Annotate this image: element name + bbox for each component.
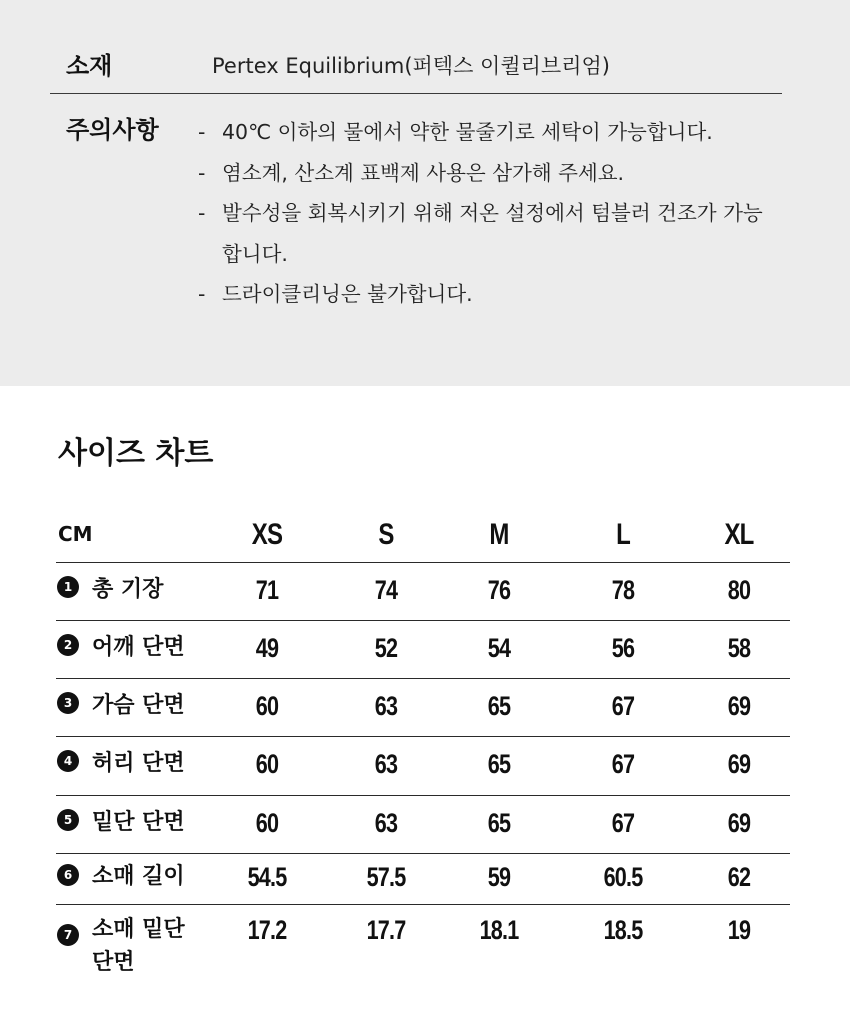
measurement-label: 소매 밑단 단면 bbox=[92, 917, 185, 975]
table-cell: 60.5 bbox=[603, 862, 643, 892]
row-number-badge: 1 bbox=[57, 576, 79, 598]
table-cell: 60 bbox=[255, 749, 279, 779]
care-label: 주의사항 bbox=[66, 116, 159, 144]
product-info-panel bbox=[0, 0, 850, 386]
size-col-s: S bbox=[378, 518, 394, 551]
measurement-label: 허리 단면 bbox=[92, 751, 185, 776]
table-row bbox=[56, 563, 790, 621]
row-number-badge: 3 bbox=[57, 692, 79, 714]
table-cell: 62 bbox=[727, 862, 751, 892]
size-chart-title: 사이즈 차트 bbox=[58, 436, 214, 471]
table-cell: 67 bbox=[611, 749, 635, 779]
care-item-text: 40℃ 이하의 물에서 약한 물줄기로 세탁이 가능합니다. bbox=[222, 120, 713, 144]
table-row bbox=[56, 679, 790, 737]
row-number-badge: 2 bbox=[57, 634, 79, 656]
table-cell: 59 bbox=[487, 862, 511, 892]
table-cell: 65 bbox=[487, 749, 511, 779]
measurement-label: 밑단 단면 bbox=[92, 810, 185, 835]
care-item-text: 염소계, 산소계 표백제 사용은 삼가해 주세요. bbox=[222, 160, 625, 185]
row-number-badge: 6 bbox=[57, 864, 79, 886]
table-cell: 69 bbox=[727, 808, 751, 838]
table-cell: 18.5 bbox=[603, 915, 643, 945]
measurement-label: 소매 길이 bbox=[92, 864, 185, 889]
size-col-m: M bbox=[489, 518, 509, 551]
material-label: 소재 bbox=[66, 52, 113, 80]
dash-bullet: - bbox=[198, 201, 206, 225]
table-cell: 78 bbox=[611, 575, 635, 605]
size-col-xs: XS bbox=[251, 518, 283, 551]
table-row bbox=[56, 854, 790, 905]
row-number-badge: 7 bbox=[57, 924, 79, 946]
size-table-header bbox=[56, 508, 790, 563]
table-cell: 57.5 bbox=[366, 862, 406, 892]
measurement-label: 어깨 단면 bbox=[92, 635, 185, 660]
table-cell: 63 bbox=[374, 749, 398, 779]
table-cell: 69 bbox=[727, 691, 751, 721]
care-item-text: 발수성을 회복시키기 위해 저온 설정에서 텀블러 건조가 가능합니다. bbox=[222, 201, 763, 266]
measurement-label: 가슴 단면 bbox=[92, 693, 185, 718]
table-row bbox=[56, 796, 790, 854]
table-cell: 67 bbox=[611, 691, 635, 721]
table-row bbox=[56, 621, 790, 679]
table-cell: 74 bbox=[374, 575, 398, 605]
table-cell: 69 bbox=[727, 749, 751, 779]
care-item-text: 드라이클리닝은 불가합니다. bbox=[222, 282, 473, 306]
material-row bbox=[50, 30, 782, 94]
dash-bullet: - bbox=[198, 120, 206, 144]
table-cell: 63 bbox=[374, 808, 398, 838]
table-cell: 54 bbox=[487, 633, 511, 663]
table-cell: 17.2 bbox=[247, 915, 287, 945]
table-row bbox=[56, 737, 790, 796]
table-cell: 65 bbox=[487, 808, 511, 838]
size-col-xl: XL bbox=[724, 518, 754, 551]
care-item bbox=[198, 274, 768, 315]
table-cell: 52 bbox=[374, 633, 398, 663]
table-cell: 60 bbox=[255, 808, 279, 838]
table-cell: 65 bbox=[487, 691, 511, 721]
table-cell: 60 bbox=[255, 691, 279, 721]
care-item bbox=[198, 193, 768, 274]
table-cell: 71 bbox=[255, 575, 279, 605]
unit-label: CM bbox=[58, 522, 93, 546]
table-row bbox=[56, 905, 790, 989]
care-item bbox=[198, 153, 768, 194]
table-cell: 63 bbox=[374, 691, 398, 721]
size-table bbox=[56, 508, 790, 989]
table-cell: 18.1 bbox=[479, 915, 519, 945]
care-item bbox=[198, 112, 768, 153]
measurement-label: 총 기장 bbox=[92, 577, 164, 602]
table-cell: 19 bbox=[727, 915, 751, 945]
material-value: Pertex Equilibrium(퍼텍스 이퀼리브리엄) bbox=[212, 54, 610, 78]
table-cell: 80 bbox=[727, 575, 751, 605]
dash-bullet: - bbox=[198, 160, 206, 185]
dash-bullet: - bbox=[198, 282, 206, 306]
table-cell: 54.5 bbox=[247, 862, 287, 892]
care-list bbox=[198, 112, 768, 315]
size-col-l: L bbox=[616, 518, 630, 551]
table-cell: 56 bbox=[611, 633, 635, 663]
row-number-badge: 5 bbox=[57, 809, 79, 831]
table-cell: 76 bbox=[487, 575, 511, 605]
table-cell: 49 bbox=[255, 633, 279, 663]
table-cell: 67 bbox=[611, 808, 635, 838]
table-cell: 17.7 bbox=[366, 915, 406, 945]
row-number-badge: 4 bbox=[57, 750, 79, 772]
table-cell: 58 bbox=[727, 633, 751, 663]
